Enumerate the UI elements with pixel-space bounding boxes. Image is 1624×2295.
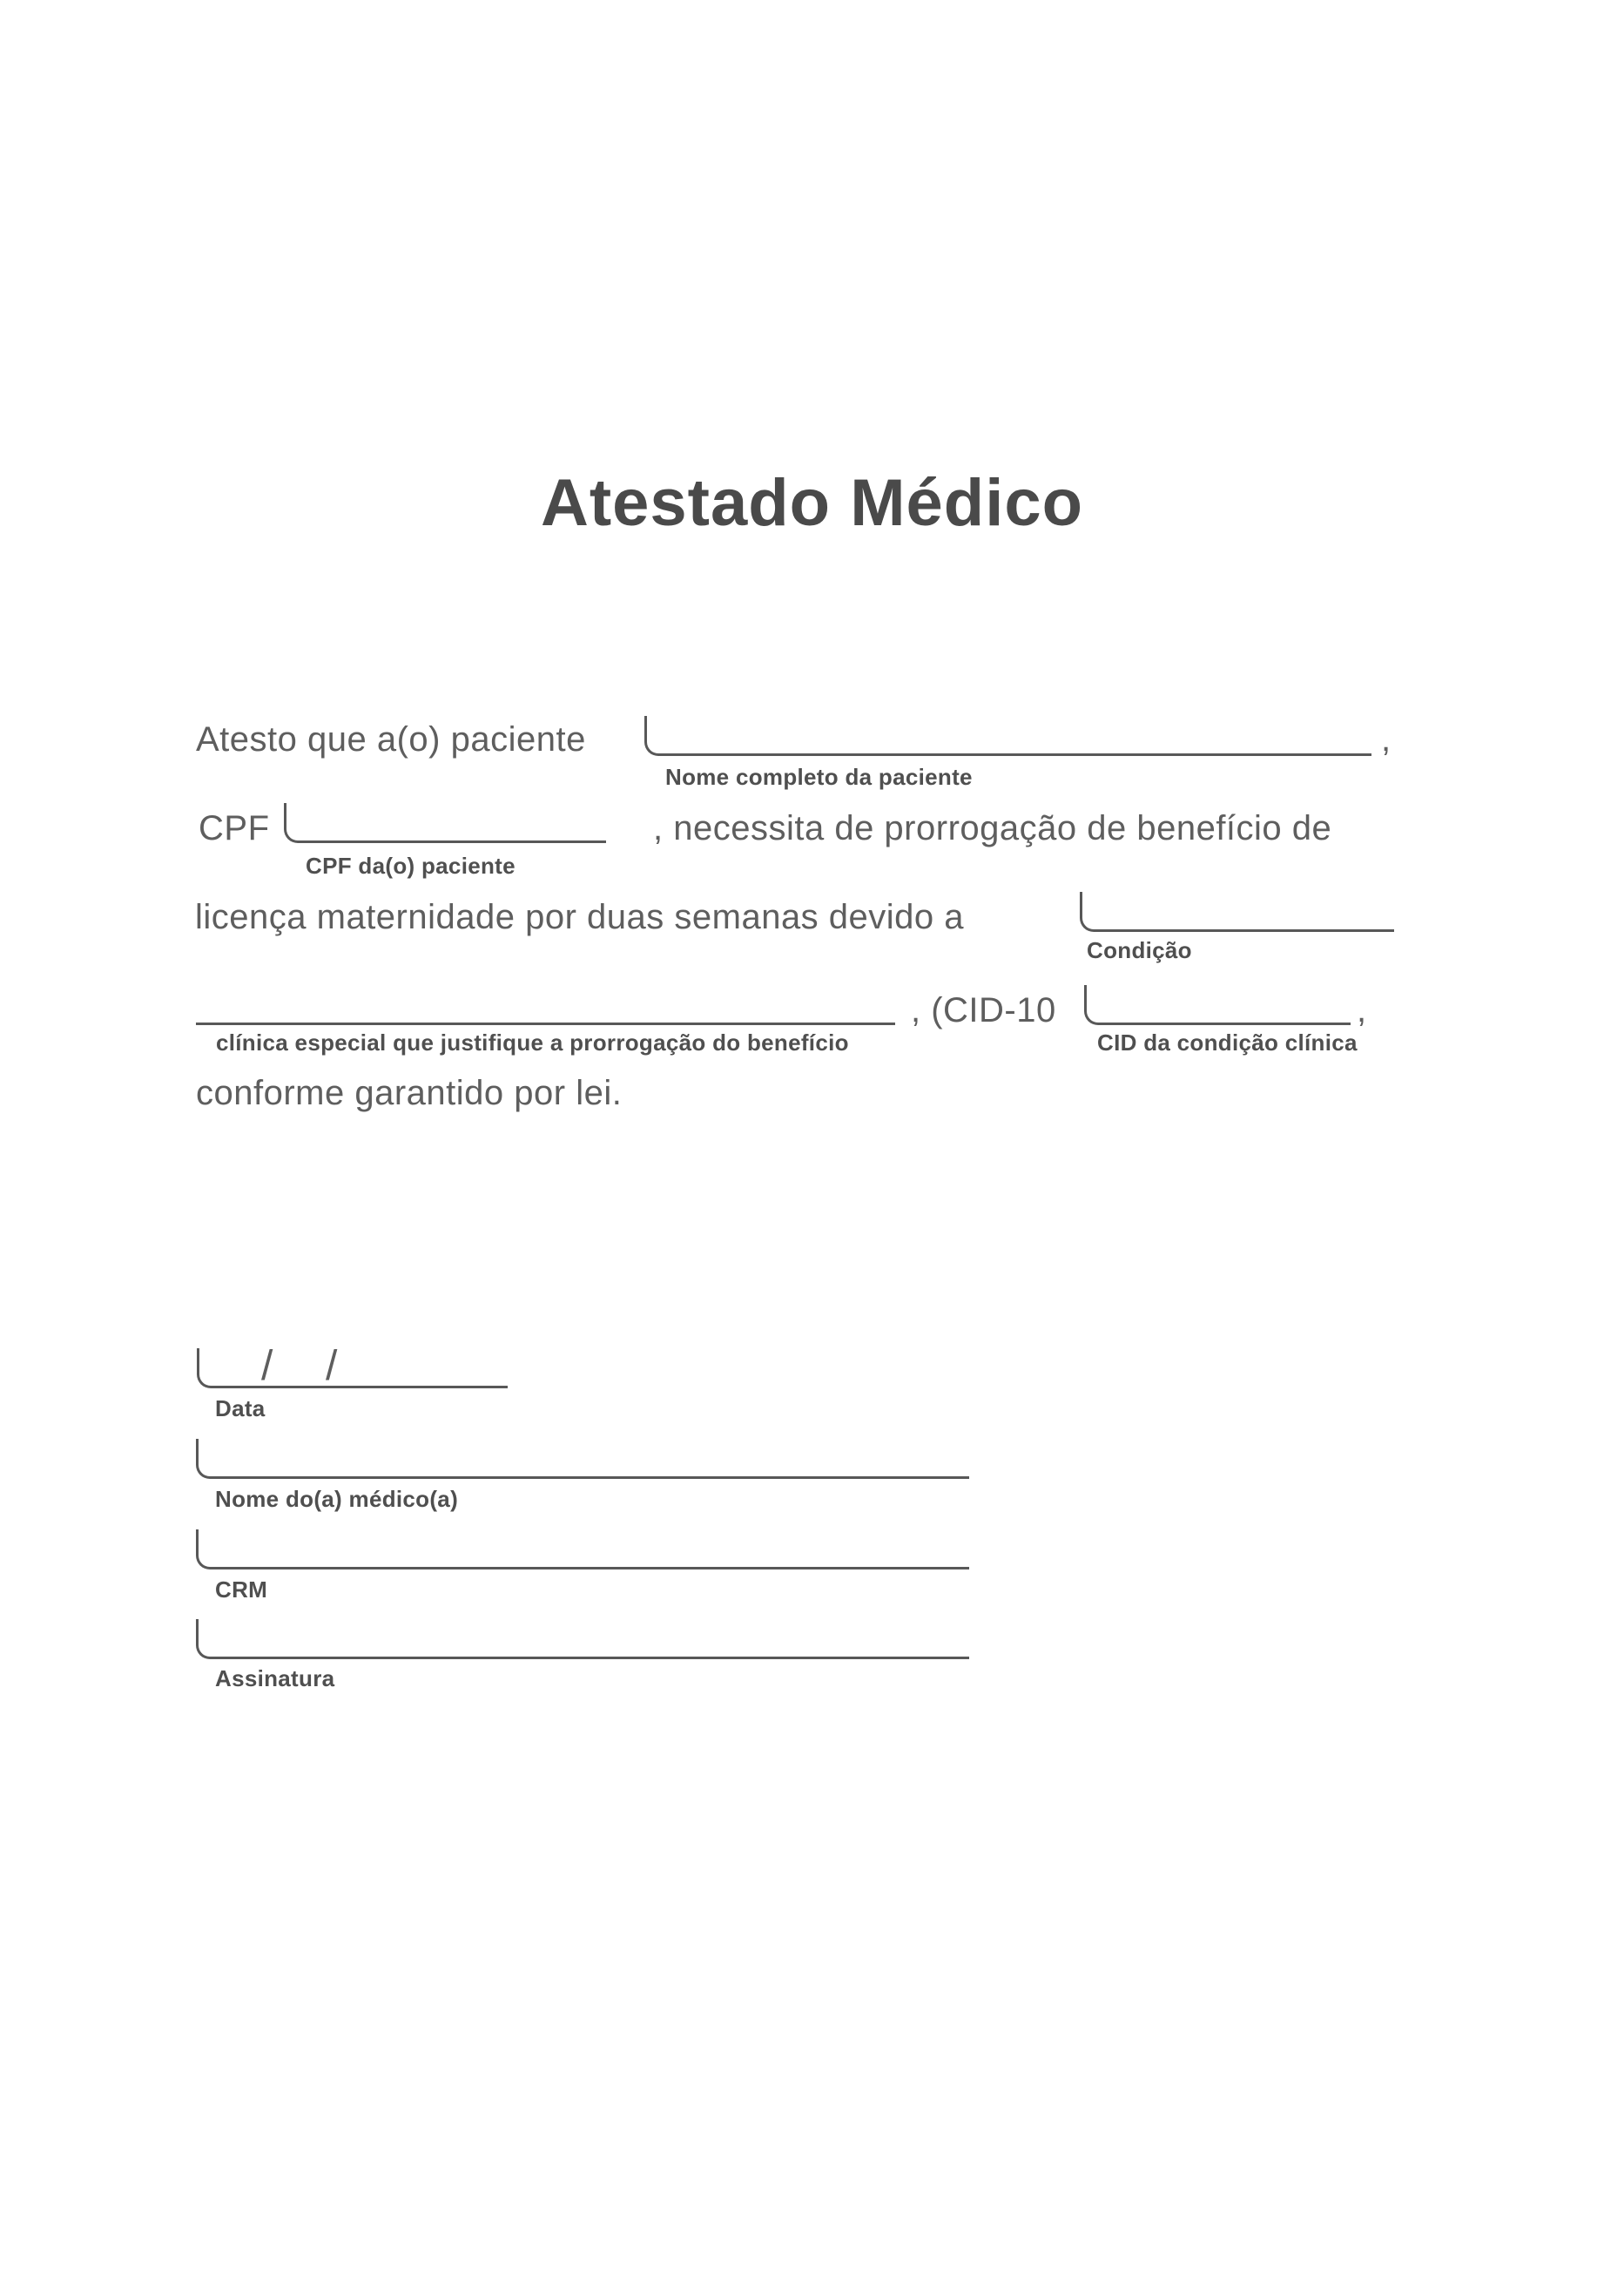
- date-slash-2: /: [326, 1343, 338, 1389]
- patient-name-blank-field: [644, 716, 1371, 756]
- crm-blank-field: [196, 1529, 969, 1569]
- line3-text: licença maternidade por duas semanas devido a: [195, 898, 965, 936]
- doctor-name-blank-field: [196, 1439, 969, 1479]
- signature-blank-field: [196, 1619, 969, 1659]
- line1-comma: ,: [1381, 720, 1392, 759]
- condition-blank-field: [1080, 892, 1394, 932]
- line2-suffix: , necessita de prorrogação de benefício de: [653, 809, 1332, 847]
- date-field-label: Data: [215, 1395, 266, 1421]
- line4-cid-text: , (CID-10: [911, 991, 1056, 1029]
- signature-field-label: Assinatura: [215, 1665, 335, 1691]
- clinical-justification-field-label: clínica especial que justifique a prorrogação do benefício: [216, 1029, 849, 1056]
- cpf-field-label: CPF da(o) paciente: [306, 853, 516, 879]
- cid-code-field-label: CID da condição clínica: [1097, 1029, 1358, 1056]
- doctor-name-field-label: Nome do(a) médico(a): [215, 1486, 459, 1512]
- cpf-blank-field: [284, 803, 606, 843]
- line5-text: conforme garantido por lei.: [196, 1074, 623, 1112]
- document-title: Atestado Médico: [540, 466, 1084, 540]
- clinical-justification-blank-field: [196, 985, 895, 1025]
- condition-field-label: Condição: [1087, 937, 1192, 963]
- line1-text: Atesto que a(o) paciente: [196, 720, 586, 759]
- date-blank-field: [197, 1343, 508, 1389]
- line4-comma: ,: [1357, 991, 1367, 1029]
- patient-name-field-label: Nome completo da paciente: [665, 764, 973, 790]
- date-slash-1: /: [261, 1343, 273, 1389]
- crm-field-label: CRM: [215, 1576, 268, 1603]
- cid-code-blank-field: [1084, 985, 1351, 1025]
- line2-prefix: CPF: [199, 809, 270, 847]
